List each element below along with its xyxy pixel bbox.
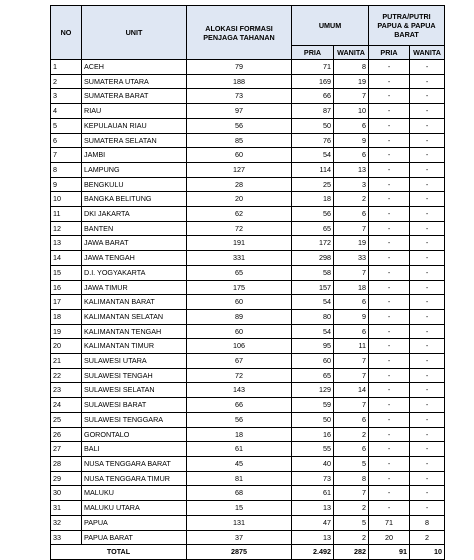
cell-umum-wanita: 13 [334,162,369,177]
table-row [51,118,445,133]
cell-alokasi: 175 [187,280,292,295]
total-umum-pria: 2.492 [292,545,334,560]
cell-unit: SULAWESI SELATAN [82,383,187,398]
cell-umum-pria: 58 [292,265,334,280]
cell-umum-wanita: 19 [334,74,369,89]
cell-papua-wanita: - [410,486,445,501]
cell-alokasi: 60 [187,295,292,310]
table-row [51,324,445,339]
cell-papua-wanita: - [410,442,445,457]
cell-alokasi: 85 [187,133,292,148]
cell-unit: DKI JAKARTA [82,207,187,222]
cell-papua-wanita: 8 [410,515,445,530]
cell-umum-wanita: 6 [334,207,369,222]
cell-no: 16 [51,280,82,295]
cell-papua-pria: - [369,456,410,471]
cell-unit: BANGKA BELITUNG [82,192,187,207]
cell-alokasi: 28 [187,177,292,192]
cell-unit: PAPUA BARAT [82,530,187,545]
cell-papua-pria: - [369,368,410,383]
cell-papua-pria: - [369,251,410,266]
table-row [51,280,445,295]
cell-papua-wanita: - [410,383,445,398]
cell-umum-wanita: 7 [334,486,369,501]
cell-umum-pria: 87 [292,104,334,119]
table-row [51,412,445,427]
cell-no: 19 [51,324,82,339]
cell-papua-wanita: - [410,177,445,192]
cell-alokasi: 62 [187,207,292,222]
cell-papua-wanita: - [410,339,445,354]
table-row [51,207,445,222]
cell-umum-wanita: 2 [334,530,369,545]
total-papua-wanita: 10 [410,545,445,560]
table-row [51,530,445,545]
header-papua: PUTRA/PUTRI PAPUA & PAPUA BARAT [369,6,445,46]
cell-alokasi: 97 [187,104,292,119]
table-row [51,221,445,236]
cell-papua-wanita: - [410,133,445,148]
cell-umum-pria: 13 [292,530,334,545]
cell-alokasi: 37 [187,530,292,545]
cell-no: 15 [51,265,82,280]
cell-umum-pria: 50 [292,118,334,133]
cell-umum-wanita: 8 [334,471,369,486]
table-row [51,148,445,163]
cell-umum-pria: 157 [292,280,334,295]
cell-papua-pria: - [369,324,410,339]
cell-umum-pria: 65 [292,368,334,383]
table-row [51,236,445,251]
cell-papua-wanita: - [410,104,445,119]
cell-papua-wanita: - [410,368,445,383]
cell-alokasi: 72 [187,368,292,383]
cell-no: 3 [51,89,82,104]
cell-papua-pria: - [369,280,410,295]
cell-umum-pria: 169 [292,74,334,89]
cell-papua-pria: - [369,427,410,442]
table-row [51,354,445,369]
cell-unit: JAWA TIMUR [82,280,187,295]
cell-no: 1 [51,60,82,75]
cell-umum-pria: 18 [292,192,334,207]
cell-alokasi: 66 [187,398,292,413]
total-row [51,545,445,560]
cell-papua-wanita: - [410,471,445,486]
cell-unit: KALIMANTAN BARAT [82,295,187,310]
cell-umum-wanita: 7 [334,221,369,236]
cell-umum-wanita: 6 [334,324,369,339]
table-row [51,177,445,192]
cell-umum-pria: 13 [292,501,334,516]
table-body [51,60,445,545]
cell-unit: LAMPUNG [82,162,187,177]
cell-alokasi: 61 [187,442,292,457]
cell-umum-wanita: 33 [334,251,369,266]
cell-umum-wanita: 7 [334,265,369,280]
table-row [51,104,445,119]
cell-papua-pria: - [369,295,410,310]
cell-alokasi: 191 [187,236,292,251]
cell-papua-pria: - [369,398,410,413]
cell-unit: RIAU [82,104,187,119]
cell-unit: KEPULAUAN RIAU [82,118,187,133]
cell-umum-wanita: 19 [334,236,369,251]
cell-umum-pria: 114 [292,162,334,177]
cell-unit: JAWA TENGAH [82,251,187,266]
cell-umum-wanita: 6 [334,118,369,133]
cell-unit: BENGKULU [82,177,187,192]
header-umum-pria: PRIA [292,46,334,60]
cell-unit: NUSA TENGGARA TIMUR [82,471,187,486]
cell-alokasi: 331 [187,251,292,266]
cell-alokasi: 15 [187,501,292,516]
cell-papua-pria: - [369,177,410,192]
cell-alokasi: 67 [187,354,292,369]
cell-umum-pria: 59 [292,398,334,413]
cell-umum-pria: 54 [292,295,334,310]
cell-no: 28 [51,456,82,471]
cell-umum-wanita: 3 [334,177,369,192]
total-umum-wanita: 282 [334,545,369,560]
cell-papua-wanita: - [410,148,445,163]
cell-umum-wanita: 18 [334,280,369,295]
cell-umum-pria: 129 [292,383,334,398]
cell-unit: D.I. YOGYAKARTA [82,265,187,280]
table-row [51,427,445,442]
cell-papua-pria: - [369,442,410,457]
cell-umum-wanita: 9 [334,309,369,324]
cell-unit: SUMATERA UTARA [82,74,187,89]
cell-unit: ACEH [82,60,187,75]
cell-papua-wanita: - [410,192,445,207]
cell-umum-wanita: 7 [334,368,369,383]
allocation-table-container [50,5,444,560]
cell-unit: JAMBI [82,148,187,163]
cell-papua-pria: - [369,501,410,516]
cell-no: 4 [51,104,82,119]
cell-no: 14 [51,251,82,266]
cell-unit: NUSA TENGGARA BARAT [82,456,187,471]
table-row [51,89,445,104]
cell-umum-wanita: 11 [334,339,369,354]
cell-papua-pria: - [369,162,410,177]
cell-no: 33 [51,530,82,545]
cell-no: 13 [51,236,82,251]
cell-no: 8 [51,162,82,177]
cell-no: 9 [51,177,82,192]
cell-alokasi: 18 [187,427,292,442]
cell-no: 26 [51,427,82,442]
cell-umum-wanita: 6 [334,148,369,163]
cell-umum-wanita: 6 [334,295,369,310]
cell-no: 21 [51,354,82,369]
cell-no: 22 [51,368,82,383]
cell-papua-wanita: - [410,265,445,280]
cell-no: 29 [51,471,82,486]
cell-umum-pria: 65 [292,221,334,236]
cell-no: 6 [51,133,82,148]
cell-papua-pria: - [369,383,410,398]
cell-papua-wanita: - [410,280,445,295]
cell-alokasi: 45 [187,456,292,471]
total-label: TOTAL [51,545,187,560]
table-row [51,339,445,354]
cell-alokasi: 73 [187,89,292,104]
cell-papua-pria: - [369,60,410,75]
cell-umum-wanita: 2 [334,192,369,207]
cell-umum-pria: 172 [292,236,334,251]
cell-umum-wanita: 5 [334,515,369,530]
cell-papua-pria: - [369,354,410,369]
cell-papua-wanita: - [410,251,445,266]
cell-umum-pria: 66 [292,89,334,104]
cell-umum-pria: 71 [292,60,334,75]
table-row [51,251,445,266]
allocation-table [50,5,445,560]
cell-umum-pria: 80 [292,309,334,324]
header-unit: UNIT [82,6,187,60]
cell-papua-pria: - [369,192,410,207]
table-row [51,442,445,457]
cell-umum-wanita: 6 [334,412,369,427]
cell-unit: MALUKU UTARA [82,501,187,516]
cell-papua-pria: - [369,89,410,104]
table-row [51,383,445,398]
cell-no: 30 [51,486,82,501]
cell-papua-pria: - [369,265,410,280]
cell-papua-wanita: - [410,207,445,222]
cell-umum-wanita: 7 [334,354,369,369]
cell-papua-pria: - [369,309,410,324]
cell-unit: MALUKU [82,486,187,501]
cell-papua-wanita: - [410,501,445,516]
table-row [51,74,445,89]
cell-umum-pria: 47 [292,515,334,530]
cell-no: 5 [51,118,82,133]
cell-umum-wanita: 10 [334,104,369,119]
cell-papua-wanita: - [410,427,445,442]
cell-unit: SUMATERA BARAT [82,89,187,104]
cell-no: 12 [51,221,82,236]
cell-papua-pria: 71 [369,515,410,530]
cell-no: 11 [51,207,82,222]
cell-papua-pria: - [369,471,410,486]
cell-papua-pria: - [369,486,410,501]
cell-papua-wanita: - [410,354,445,369]
cell-unit: SULAWESI TENGGARA [82,412,187,427]
cell-umum-pria: 56 [292,207,334,222]
cell-umum-pria: 50 [292,412,334,427]
header-papua-wanita: WANITA [410,46,445,60]
cell-papua-wanita: - [410,412,445,427]
cell-papua-pria: 20 [369,530,410,545]
header-papua-pria: PRIA [369,46,410,60]
cell-papua-wanita: 2 [410,530,445,545]
table-row [51,456,445,471]
cell-no: 31 [51,501,82,516]
cell-papua-pria: - [369,412,410,427]
cell-papua-wanita: - [410,60,445,75]
cell-papua-wanita: - [410,295,445,310]
cell-papua-pria: - [369,133,410,148]
cell-umum-pria: 61 [292,486,334,501]
cell-umum-pria: 60 [292,354,334,369]
table-row [51,133,445,148]
cell-no: 7 [51,148,82,163]
cell-unit: SULAWESI BARAT [82,398,187,413]
table-row [51,515,445,530]
cell-papua-pria: - [369,207,410,222]
cell-umum-wanita: 2 [334,427,369,442]
header-no: NO [51,6,82,60]
cell-alokasi: 20 [187,192,292,207]
cell-unit: SULAWESI TENGAH [82,368,187,383]
cell-alokasi: 81 [187,471,292,486]
cell-papua-pria: - [369,104,410,119]
cell-alokasi: 56 [187,118,292,133]
cell-umum-pria: 76 [292,133,334,148]
cell-no: 10 [51,192,82,207]
cell-umum-pria: 54 [292,148,334,163]
cell-no: 23 [51,383,82,398]
cell-unit: PAPUA [82,515,187,530]
cell-alokasi: 68 [187,486,292,501]
table-row [51,265,445,280]
cell-papua-pria: - [369,221,410,236]
cell-umum-wanita: 14 [334,383,369,398]
table-row [51,162,445,177]
cell-umum-pria: 298 [292,251,334,266]
cell-unit: KALIMANTAN TIMUR [82,339,187,354]
cell-papua-wanita: - [410,456,445,471]
cell-papua-wanita: - [410,74,445,89]
cell-umum-wanita: 7 [334,89,369,104]
cell-no: 24 [51,398,82,413]
cell-papua-wanita: - [410,118,445,133]
cell-no: 18 [51,309,82,324]
cell-unit: KALIMANTAN SELATAN [82,309,187,324]
cell-alokasi: 89 [187,309,292,324]
table-row [51,295,445,310]
cell-umum-pria: 73 [292,471,334,486]
cell-unit: BALI [82,442,187,457]
cell-alokasi: 106 [187,339,292,354]
cell-alokasi: 60 [187,148,292,163]
cell-alokasi: 188 [187,74,292,89]
table-row [51,501,445,516]
cell-umum-wanita: 5 [334,456,369,471]
cell-umum-pria: 95 [292,339,334,354]
cell-unit: BANTEN [82,221,187,236]
header-alokasi: ALOKASI FORMASI PENJAGA TAHANAN [187,6,292,60]
header-umum-wanita: WANITA [334,46,369,60]
table-row [51,309,445,324]
cell-umum-pria: 40 [292,456,334,471]
header-umum: UMUM [292,6,369,46]
cell-umum-wanita: 8 [334,60,369,75]
cell-no: 2 [51,74,82,89]
cell-papua-wanita: - [410,309,445,324]
cell-papua-wanita: - [410,324,445,339]
cell-papua-pria: - [369,74,410,89]
cell-unit: SUMATERA SELATAN [82,133,187,148]
cell-papua-pria: - [369,118,410,133]
table-row [51,192,445,207]
cell-umum-wanita: 6 [334,442,369,457]
table-row [51,60,445,75]
cell-umum-pria: 54 [292,324,334,339]
cell-papua-pria: - [369,339,410,354]
cell-papua-wanita: - [410,221,445,236]
cell-alokasi: 65 [187,265,292,280]
cell-no: 27 [51,442,82,457]
cell-no: 17 [51,295,82,310]
table-row [51,486,445,501]
cell-umum-pria: 55 [292,442,334,457]
cell-umum-wanita: 7 [334,398,369,413]
cell-no: 20 [51,339,82,354]
cell-papua-wanita: - [410,89,445,104]
total-alokasi: 2875 [187,545,292,560]
cell-umum-wanita: 9 [334,133,369,148]
cell-alokasi: 56 [187,412,292,427]
table-row [51,471,445,486]
cell-unit: GORONTALO [82,427,187,442]
cell-umum-wanita: 2 [334,501,369,516]
cell-umum-pria: 16 [292,427,334,442]
cell-unit: JAWA BARAT [82,236,187,251]
cell-alokasi: 60 [187,324,292,339]
cell-alokasi: 131 [187,515,292,530]
cell-no: 25 [51,412,82,427]
table-row [51,398,445,413]
cell-alokasi: 72 [187,221,292,236]
cell-unit: SULAWESI UTARA [82,354,187,369]
cell-unit: KALIMANTAN TENGAH [82,324,187,339]
cell-papua-pria: - [369,148,410,163]
cell-no: 32 [51,515,82,530]
total-papua-pria: 91 [369,545,410,560]
cell-papua-wanita: - [410,162,445,177]
cell-papua-wanita: - [410,236,445,251]
cell-papua-wanita: - [410,398,445,413]
cell-alokasi: 79 [187,60,292,75]
cell-alokasi: 143 [187,383,292,398]
table-row [51,368,445,383]
cell-alokasi: 127 [187,162,292,177]
cell-papua-pria: - [369,236,410,251]
cell-umum-pria: 25 [292,177,334,192]
table-header [51,6,445,60]
